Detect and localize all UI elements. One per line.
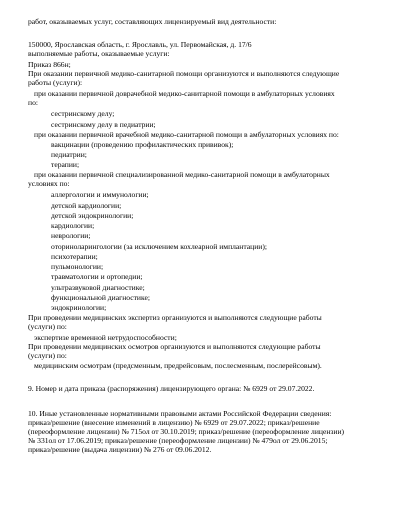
text-line: оториноларингологии (за исключением кохлеарной имплантации); bbox=[51, 242, 267, 251]
text-line: 10. Иные установленные нормативными правовыми актами Российской Федерации сведения: bbox=[28, 409, 332, 418]
text-line: детской кардиологии; bbox=[51, 201, 122, 210]
text-line: педиатрии; bbox=[51, 150, 87, 159]
text-line: работ, оказываемых услуг, составляющих лицензируемый вид деятельности: bbox=[28, 17, 277, 26]
text-line: при оказании первичной врачебной медико-санитарной помощи в амбулаторных условиях по: bbox=[34, 130, 339, 139]
text-line: аллергологии и иммунологии; bbox=[51, 190, 149, 199]
text-line: психотерапии; bbox=[51, 252, 98, 261]
text-line: пульмонологии; bbox=[51, 262, 104, 271]
text-line: выполняемые работы, оказываемые услуги: bbox=[28, 49, 170, 58]
text-line: приказ/решение (внесение изменений в лицензию) № 6929 от 29.07.2022; приказ/решение bbox=[28, 418, 320, 427]
text-line: вакцинации (проведению профилактических прививок); bbox=[51, 140, 234, 149]
text-line: № 331ол от 17.06.2019; приказ/решение (переоформление лицензии) № 479ол от 29.06.2015; bbox=[28, 436, 328, 445]
text-line: Приказ 866н; bbox=[28, 60, 71, 69]
text-line: неврологии; bbox=[51, 231, 91, 240]
text-line: сестринскому делу; bbox=[51, 109, 115, 118]
text-line: детской эндокринологии; bbox=[51, 211, 134, 220]
text-line: работы (услуги): bbox=[28, 78, 83, 87]
text-line: (услуги) по: bbox=[28, 351, 67, 360]
text-line: При проведении медицинских осмотров организуются и выполняются следующие работы bbox=[28, 342, 321, 351]
text-line: травматологии и ортопедии; bbox=[51, 272, 143, 281]
text-line: При проведении медицинских экспертиз организуются и выполняются следующие работы bbox=[28, 313, 322, 322]
text-line: при оказании первичной специализированной медико-санитарной помощи в амбулаторных bbox=[34, 170, 330, 179]
text-line: при оказании первичной доврачебной медико-санитарной помощи в амбулаторных условиях bbox=[34, 89, 335, 98]
text-line: приказ/решение (выдача лицензии) № 276 от 09.06.2012. bbox=[28, 445, 212, 454]
text-line: 9. Номер и дата приказа (распоряжения) лицензирующего органа: № 6929 от 29.07.2022. bbox=[28, 384, 315, 393]
text-line: При оказании первичной медико-санитарной помощи организуются и выполняются следующие bbox=[28, 69, 340, 78]
text-line: (переоформление лицензии) № 715ол от 30.10.2019; приказ/решение (переоформление лицензии) bbox=[28, 427, 345, 436]
text-line: условиях по: bbox=[28, 179, 70, 188]
text-line: медицинским осмотрам (предсменным, предрейсовым, послесменным, послерейсовым). bbox=[34, 361, 322, 370]
text-line: функциональной диагностике; bbox=[51, 293, 150, 302]
text-line: терапии; bbox=[51, 160, 80, 169]
text-line: экспертизе временной нетрудоспособности; bbox=[34, 333, 177, 342]
text-line: 150000, Ярославская область, г. Ярославль, ул. Первомайская, д. 17/6 bbox=[28, 40, 252, 49]
text-line: кардиологии; bbox=[51, 221, 95, 230]
text-line: (услуги) по: bbox=[28, 322, 67, 331]
text-line: по: bbox=[28, 98, 38, 107]
text-line: эндокринологии; bbox=[51, 303, 107, 312]
text-line: сестринскому делу в педиатрии; bbox=[51, 120, 156, 129]
text-line: ультразвуковой диагностике; bbox=[51, 283, 145, 292]
